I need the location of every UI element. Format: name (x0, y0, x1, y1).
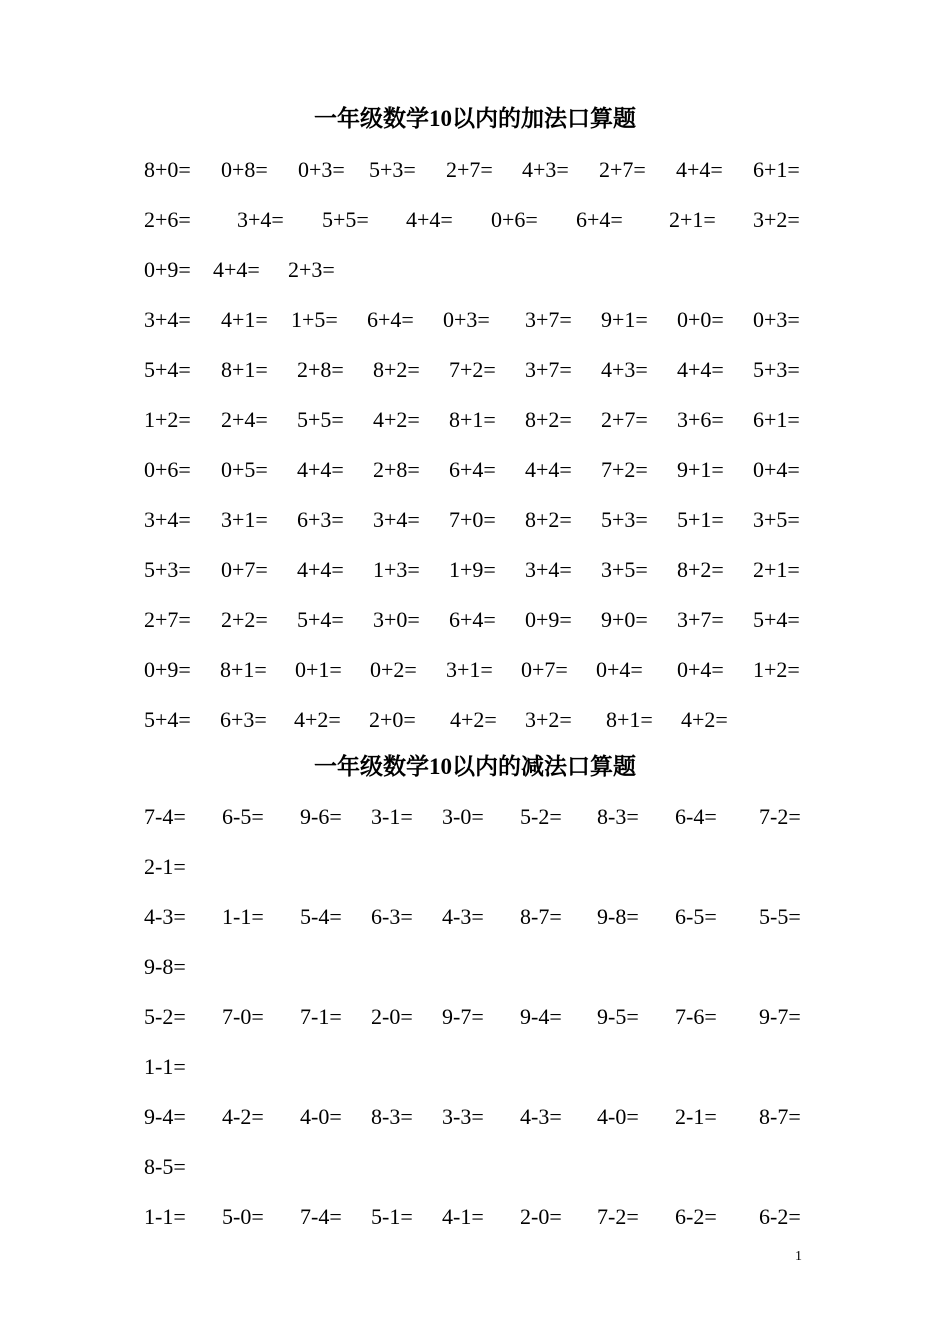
subtraction-problem: 6-2= (675, 1204, 717, 1229)
subtraction-problem: 7-6= (675, 1004, 717, 1029)
subtraction-problem: 2-1= (675, 1104, 717, 1129)
subtraction-problem: 6-3= (371, 904, 413, 929)
subtraction-problem: 8-3= (371, 1104, 413, 1129)
subtraction-problem: 4-0= (300, 1104, 342, 1129)
addition-problem: 0+2= (370, 657, 417, 682)
addition-problem: 1+2= (144, 407, 191, 432)
addition-problem: 5+3= (369, 157, 416, 182)
subtraction-problem: 2-1= (144, 854, 186, 879)
addition-problem: 5+4= (144, 357, 191, 382)
subtraction-problem: 9-4= (144, 1104, 186, 1129)
addition-problem: 0+3= (443, 307, 490, 332)
addition-problem: 4+4= (213, 257, 260, 282)
addition-problem: 6+1= (753, 407, 800, 432)
addition-problem: 8+0= (144, 157, 191, 182)
addition-problem: 0+9= (144, 257, 191, 282)
subtraction-problem: 6-2= (759, 1204, 801, 1229)
addition-problem: 0+3= (753, 307, 800, 332)
addition-problem: 8+1= (221, 357, 268, 382)
subtraction-problem: 4-3= (144, 904, 186, 929)
subtraction-problem: 5-2= (144, 1004, 186, 1029)
addition-problem: 4+3= (601, 357, 648, 382)
addition-problem: 8+1= (449, 407, 496, 432)
subtraction-problem: 8-7= (759, 1104, 801, 1129)
addition-row (0, 605, 950, 635)
subtraction-problem: 4-2= (222, 1104, 264, 1129)
addition-problem: 3+4= (525, 557, 572, 582)
addition-problem: 7+2= (601, 457, 648, 482)
addition-problem: 3+4= (373, 507, 420, 532)
addition-problem: 6+4= (576, 207, 623, 232)
subtraction-problem: 7-4= (300, 1204, 342, 1229)
subtraction-row (0, 802, 950, 832)
addition-problem: 0+4= (677, 657, 724, 682)
subtraction-problem: 3-3= (442, 1104, 484, 1129)
subtraction-row (0, 1002, 950, 1032)
subtraction-row (0, 902, 950, 932)
addition-problem: 3+5= (753, 507, 800, 532)
subtraction-problem: 4-0= (597, 1104, 639, 1129)
addition-problem: 0+6= (144, 457, 191, 482)
addition-problem: 8+2= (677, 557, 724, 582)
subtraction-problem: 9-4= (520, 1004, 562, 1029)
addition-problem: 5+5= (297, 407, 344, 432)
addition-problem: 8+1= (606, 707, 653, 732)
addition-problem: 5+5= (322, 207, 369, 232)
addition-problem: 5+4= (297, 607, 344, 632)
subtraction-row (0, 1052, 950, 1082)
addition-problem: 3+2= (525, 707, 572, 732)
addition-problem: 2+7= (601, 407, 648, 432)
addition-problem: 3+4= (144, 507, 191, 532)
addition-problem: 0+4= (596, 657, 643, 682)
addition-problem: 0+1= (295, 657, 342, 682)
addition-problem: 0+7= (221, 557, 268, 582)
subtraction-problem: 9-5= (597, 1004, 639, 1029)
addition-problem: 5+4= (753, 607, 800, 632)
subtraction-problem: 5-1= (371, 1204, 413, 1229)
addition-problem: 8+1= (220, 657, 267, 682)
addition-problem: 5+4= (144, 707, 191, 732)
addition-problem: 2+1= (753, 557, 800, 582)
addition-row (0, 455, 950, 485)
addition-problem: 2+8= (373, 457, 420, 482)
addition-problem: 3+2= (753, 207, 800, 232)
addition-problem: 1+3= (373, 557, 420, 582)
addition-problem: 3+4= (237, 207, 284, 232)
addition-problem: 8+2= (525, 407, 572, 432)
subtraction-problem: 5-5= (759, 904, 801, 929)
addition-problem: 5+3= (753, 357, 800, 382)
addition-problem: 1+2= (753, 657, 800, 682)
addition-problem: 8+2= (525, 507, 572, 532)
subtraction-row (0, 1202, 950, 1232)
page-number: 1 (795, 1249, 802, 1264)
subtraction-problem: 5-0= (222, 1204, 264, 1229)
addition-row (0, 205, 950, 235)
subtraction-problem: 5-4= (300, 904, 342, 929)
addition-problem: 0+0= (677, 307, 724, 332)
addition-problem: 4+4= (406, 207, 453, 232)
addition-problem: 2+7= (599, 157, 646, 182)
addition-problem: 0+7= (521, 657, 568, 682)
subtraction-problem: 2-0= (520, 1204, 562, 1229)
addition-problem: 3+7= (525, 307, 572, 332)
subtraction-problem: 1-1= (144, 1054, 186, 1079)
subtraction-problem: 7-2= (597, 1204, 639, 1229)
addition-problem: 2+8= (297, 357, 344, 382)
subtraction-problem: 1-1= (222, 904, 264, 929)
addition-problem: 6+3= (297, 507, 344, 532)
subtraction-problem: 4-3= (520, 1104, 562, 1129)
addition-problem: 2+7= (446, 157, 493, 182)
addition-problem: 2+3= (288, 257, 335, 282)
subtraction-problem: 7-0= (222, 1004, 264, 1029)
addition-row (0, 505, 950, 535)
addition-problem: 3+4= (144, 307, 191, 332)
addition-problem: 0+6= (491, 207, 538, 232)
addition-row (0, 405, 950, 435)
addition-problem: 7+0= (449, 507, 496, 532)
addition-row (0, 355, 950, 385)
addition-problem: 2+6= (144, 207, 191, 232)
subtraction-problem: 4-1= (442, 1204, 484, 1229)
addition-problem: 4+4= (297, 457, 344, 482)
addition-row (0, 305, 950, 335)
addition-problem: 3+1= (446, 657, 493, 682)
subtraction-problem: 7-2= (759, 804, 801, 829)
addition-problem: 1+9= (449, 557, 496, 582)
subtraction-problem: 8-7= (520, 904, 562, 929)
subtraction-problem: 7-4= (144, 804, 186, 829)
subtraction-problem: 6-5= (675, 904, 717, 929)
addition-problem: 0+4= (753, 457, 800, 482)
addition-problem: 3+5= (601, 557, 648, 582)
addition-problem: 3+1= (221, 507, 268, 532)
addition-problem: 4+3= (522, 157, 569, 182)
addition-problem: 4+4= (676, 157, 723, 182)
addition-problem: 0+9= (144, 657, 191, 682)
subtraction-problem: 9-7= (759, 1004, 801, 1029)
addition-row (0, 555, 950, 585)
addition-problem: 3+6= (677, 407, 724, 432)
subtraction-row (0, 1102, 950, 1132)
addition-problem: 6+3= (220, 707, 267, 732)
subtraction-problem: 3-0= (442, 804, 484, 829)
subtraction-problem: 9-7= (442, 1004, 484, 1029)
addition-row (0, 255, 950, 285)
addition-problem: 4+4= (677, 357, 724, 382)
subtraction-problem: 9-6= (300, 804, 342, 829)
addition-problem: 5+3= (601, 507, 648, 532)
addition-problem: 2+1= (669, 207, 716, 232)
subtraction-problem: 3-1= (371, 804, 413, 829)
subtraction-problem: 4-3= (442, 904, 484, 929)
subtraction-problem: 9-8= (144, 954, 186, 979)
subtraction-problem: 7-1= (300, 1004, 342, 1029)
subtraction-problem: 9-8= (597, 904, 639, 929)
addition-problem: 6+4= (449, 607, 496, 632)
addition-row (0, 655, 950, 685)
subtraction-problem: 8-3= (597, 804, 639, 829)
addition-problem: 4+4= (525, 457, 572, 482)
addition-problem: 7+2= (449, 357, 496, 382)
addition-problem: 2+2= (221, 607, 268, 632)
addition-problem: 4+2= (373, 407, 420, 432)
addition-problem: 5+1= (677, 507, 724, 532)
addition-problem: 0+3= (298, 157, 345, 182)
addition-problem: 4+2= (681, 707, 728, 732)
addition-problem: 9+0= (601, 607, 648, 632)
addition-row (0, 155, 950, 185)
addition-problem: 1+5= (291, 307, 338, 332)
addition-problem: 6+1= (753, 157, 800, 182)
subtraction-row (0, 852, 950, 882)
addition-problem: 0+5= (221, 457, 268, 482)
subtraction-problem: 6-4= (675, 804, 717, 829)
addition-problem: 4+4= (297, 557, 344, 582)
addition-problem: 3+7= (677, 607, 724, 632)
addition-problem: 9+1= (677, 457, 724, 482)
subtraction-problem: 2-0= (371, 1004, 413, 1029)
addition-problem: 6+4= (449, 457, 496, 482)
addition-problem: 2+4= (221, 407, 268, 432)
addition-problem: 8+2= (373, 357, 420, 382)
subtraction-problem: 1-1= (144, 1204, 186, 1229)
addition-title: 一年级数学10以内的加法口算题 (314, 106, 636, 131)
addition-problem: 4+2= (294, 707, 341, 732)
subtraction-problem: 5-2= (520, 804, 562, 829)
addition-problem: 4+1= (221, 307, 268, 332)
addition-problem: 9+1= (601, 307, 648, 332)
addition-problem: 3+7= (525, 357, 572, 382)
addition-problem: 2+7= (144, 607, 191, 632)
addition-problem: 5+3= (144, 557, 191, 582)
subtraction-title: 一年级数学10以内的减法口算题 (314, 754, 636, 779)
subtraction-problem: 8-5= (144, 1154, 186, 1179)
subtraction-problem: 6-5= (222, 804, 264, 829)
addition-row (0, 705, 950, 735)
addition-problem: 2+0= (369, 707, 416, 732)
subtraction-row (0, 1152, 950, 1182)
subtraction-row (0, 952, 950, 982)
addition-problem: 3+0= (373, 607, 420, 632)
addition-problem: 0+8= (221, 157, 268, 182)
addition-problem: 0+9= (525, 607, 572, 632)
addition-problem: 6+4= (367, 307, 414, 332)
addition-problem: 4+2= (450, 707, 497, 732)
